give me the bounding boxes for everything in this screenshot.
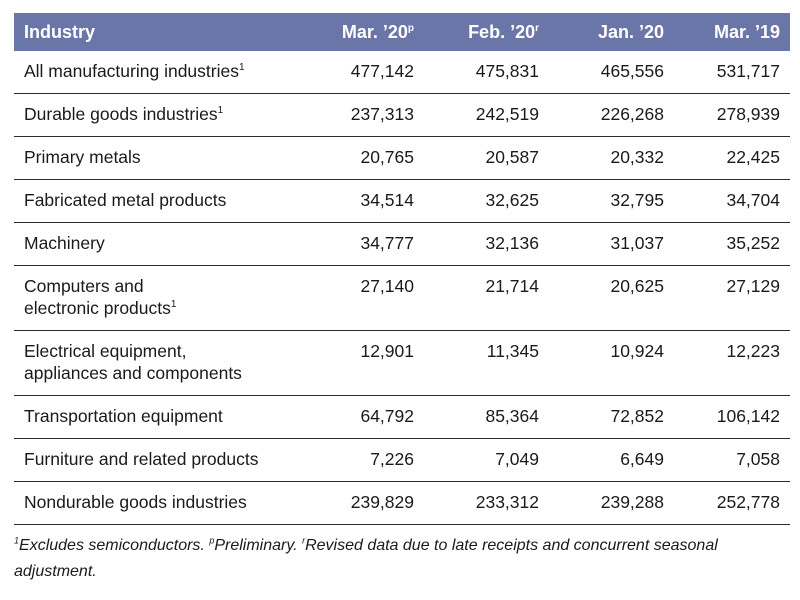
industry-name-line1 bbox=[24, 146, 304, 168]
industry-name-line1 bbox=[24, 189, 304, 211]
value-cell-v1: 27,140 bbox=[314, 266, 424, 331]
value-cell-v2: 21,714 bbox=[424, 266, 549, 331]
footnote-text-3: Revised data due to late receipts and concurrent seasonal adjustment. bbox=[14, 537, 718, 580]
value-cell-v3: 6,649 bbox=[549, 439, 674, 482]
header-feb-20-sup: r bbox=[535, 22, 539, 34]
table-row bbox=[14, 482, 790, 525]
industry-name-line1 bbox=[24, 405, 304, 427]
value-cell-v4: 106,142 bbox=[674, 396, 790, 439]
industry-name-line2 bbox=[24, 362, 304, 384]
value-cell-v3: 31,037 bbox=[549, 223, 674, 266]
value-cell-v1: 7,226 bbox=[314, 439, 424, 482]
value-cell-v2: 20,587 bbox=[424, 137, 549, 180]
value-cell-v4: 252,778 bbox=[674, 482, 790, 525]
industry-name-text-2: electronic products bbox=[24, 298, 171, 318]
footnote-sup-1: 1 bbox=[14, 535, 20, 546]
table-body bbox=[14, 51, 790, 525]
value-cell-v4: 7,058 bbox=[674, 439, 790, 482]
table-row bbox=[14, 439, 790, 482]
value-cell-v4: 531,717 bbox=[674, 51, 790, 94]
header-mar-20-label: Mar. ’20 bbox=[341, 21, 408, 42]
value-cell-v2: 475,831 bbox=[424, 51, 549, 94]
industry-name-text-2: appliances and components bbox=[24, 363, 242, 383]
value-cell-v4: 12,223 bbox=[674, 331, 790, 396]
data-table-container bbox=[14, 13, 790, 525]
value-cell-v4: 278,939 bbox=[674, 94, 790, 137]
value-cell-v1: 20,765 bbox=[314, 137, 424, 180]
table-row bbox=[14, 94, 790, 137]
value-cell-v1: 34,777 bbox=[314, 223, 424, 266]
value-cell-v2: 32,625 bbox=[424, 180, 549, 223]
table-row bbox=[14, 51, 790, 94]
manufacturing-table bbox=[14, 13, 790, 525]
industry-name-text: Transportation equipment bbox=[24, 406, 223, 426]
value-cell-v3: 226,268 bbox=[549, 94, 674, 137]
value-cell-v3: 20,625 bbox=[549, 266, 674, 331]
table-row bbox=[14, 331, 790, 396]
industry-name-text: Primary metals bbox=[24, 147, 141, 167]
industry-name-text: Computers and bbox=[24, 276, 144, 296]
industry-cell bbox=[14, 137, 314, 180]
header-mar-20 bbox=[314, 13, 424, 51]
industry-cell bbox=[14, 266, 314, 331]
value-cell-v4: 35,252 bbox=[674, 223, 790, 266]
industry-name-text: All manufacturing industries bbox=[24, 61, 239, 81]
industry-name-line1 bbox=[24, 275, 304, 297]
value-cell-v2: 85,364 bbox=[424, 396, 549, 439]
industry-cell bbox=[14, 94, 314, 137]
industry-name-text: Electrical equipment, bbox=[24, 341, 187, 361]
industry-name-line1 bbox=[24, 340, 304, 362]
industry-name-text: Fabricated metal products bbox=[24, 190, 227, 210]
industry-name-text: Durable goods industries bbox=[24, 104, 218, 124]
value-cell-v1: 64,792 bbox=[314, 396, 424, 439]
value-cell-v4: 22,425 bbox=[674, 137, 790, 180]
footnote-sup-p: p bbox=[209, 535, 215, 546]
footnote bbox=[14, 533, 790, 585]
header-feb-20 bbox=[424, 13, 549, 51]
industry-name-line1 bbox=[24, 60, 304, 82]
table-header bbox=[14, 13, 790, 51]
industry-cell bbox=[14, 331, 314, 396]
footnote-marker: 1 bbox=[217, 105, 224, 117]
value-cell-v1: 239,829 bbox=[314, 482, 424, 525]
value-cell-v4: 27,129 bbox=[674, 266, 790, 331]
table-row bbox=[14, 137, 790, 180]
header-mar-19: Mar. ’19 bbox=[674, 13, 790, 51]
value-cell-v4: 34,704 bbox=[674, 180, 790, 223]
value-cell-v1: 477,142 bbox=[314, 51, 424, 94]
industry-name-line1 bbox=[24, 448, 304, 470]
value-cell-v2: 32,136 bbox=[424, 223, 549, 266]
footnote-text-2: Preliminary. bbox=[214, 537, 303, 554]
industry-cell bbox=[14, 396, 314, 439]
header-jan-20: Jan. ’20 bbox=[549, 13, 674, 51]
footnote-text-1: Excludes semiconductors. bbox=[19, 537, 210, 554]
value-cell-v1: 237,313 bbox=[314, 94, 424, 137]
value-cell-v3: 32,795 bbox=[549, 180, 674, 223]
value-cell-v2: 233,312 bbox=[424, 482, 549, 525]
footnote-marker: 1 bbox=[170, 299, 177, 311]
table-row bbox=[14, 223, 790, 266]
value-cell-v2: 7,049 bbox=[424, 439, 549, 482]
value-cell-v1: 34,514 bbox=[314, 180, 424, 223]
value-cell-v3: 72,852 bbox=[549, 396, 674, 439]
value-cell-v3: 20,332 bbox=[549, 137, 674, 180]
industry-name-text: Furniture and related products bbox=[24, 449, 259, 469]
footnote-marker: 1 bbox=[238, 62, 245, 74]
industry-name-text: Machinery bbox=[24, 233, 105, 253]
value-cell-v3: 239,288 bbox=[549, 482, 674, 525]
header-row bbox=[14, 13, 790, 51]
industry-name-line1 bbox=[24, 491, 304, 513]
value-cell-v2: 11,345 bbox=[424, 331, 549, 396]
header-feb-20-label: Feb. ’20 bbox=[468, 21, 536, 42]
footnote-sup-r: r bbox=[302, 535, 306, 546]
industry-name-line1 bbox=[24, 103, 304, 125]
table-row bbox=[14, 180, 790, 223]
value-cell-v3: 465,556 bbox=[549, 51, 674, 94]
header-industry: Industry bbox=[14, 13, 314, 51]
industry-name-line2 bbox=[24, 297, 304, 319]
value-cell-v1: 12,901 bbox=[314, 331, 424, 396]
industry-name-text: Nondurable goods industries bbox=[24, 492, 247, 512]
industry-cell bbox=[14, 223, 314, 266]
industry-cell bbox=[14, 439, 314, 482]
value-cell-v3: 10,924 bbox=[549, 331, 674, 396]
industry-cell bbox=[14, 180, 314, 223]
header-mar-20-sup: p bbox=[407, 22, 414, 34]
industry-cell bbox=[14, 51, 314, 94]
table-row bbox=[14, 396, 790, 439]
industry-name-line1 bbox=[24, 232, 304, 254]
value-cell-v2: 242,519 bbox=[424, 94, 549, 137]
industry-cell bbox=[14, 482, 314, 525]
table-row bbox=[14, 266, 790, 331]
